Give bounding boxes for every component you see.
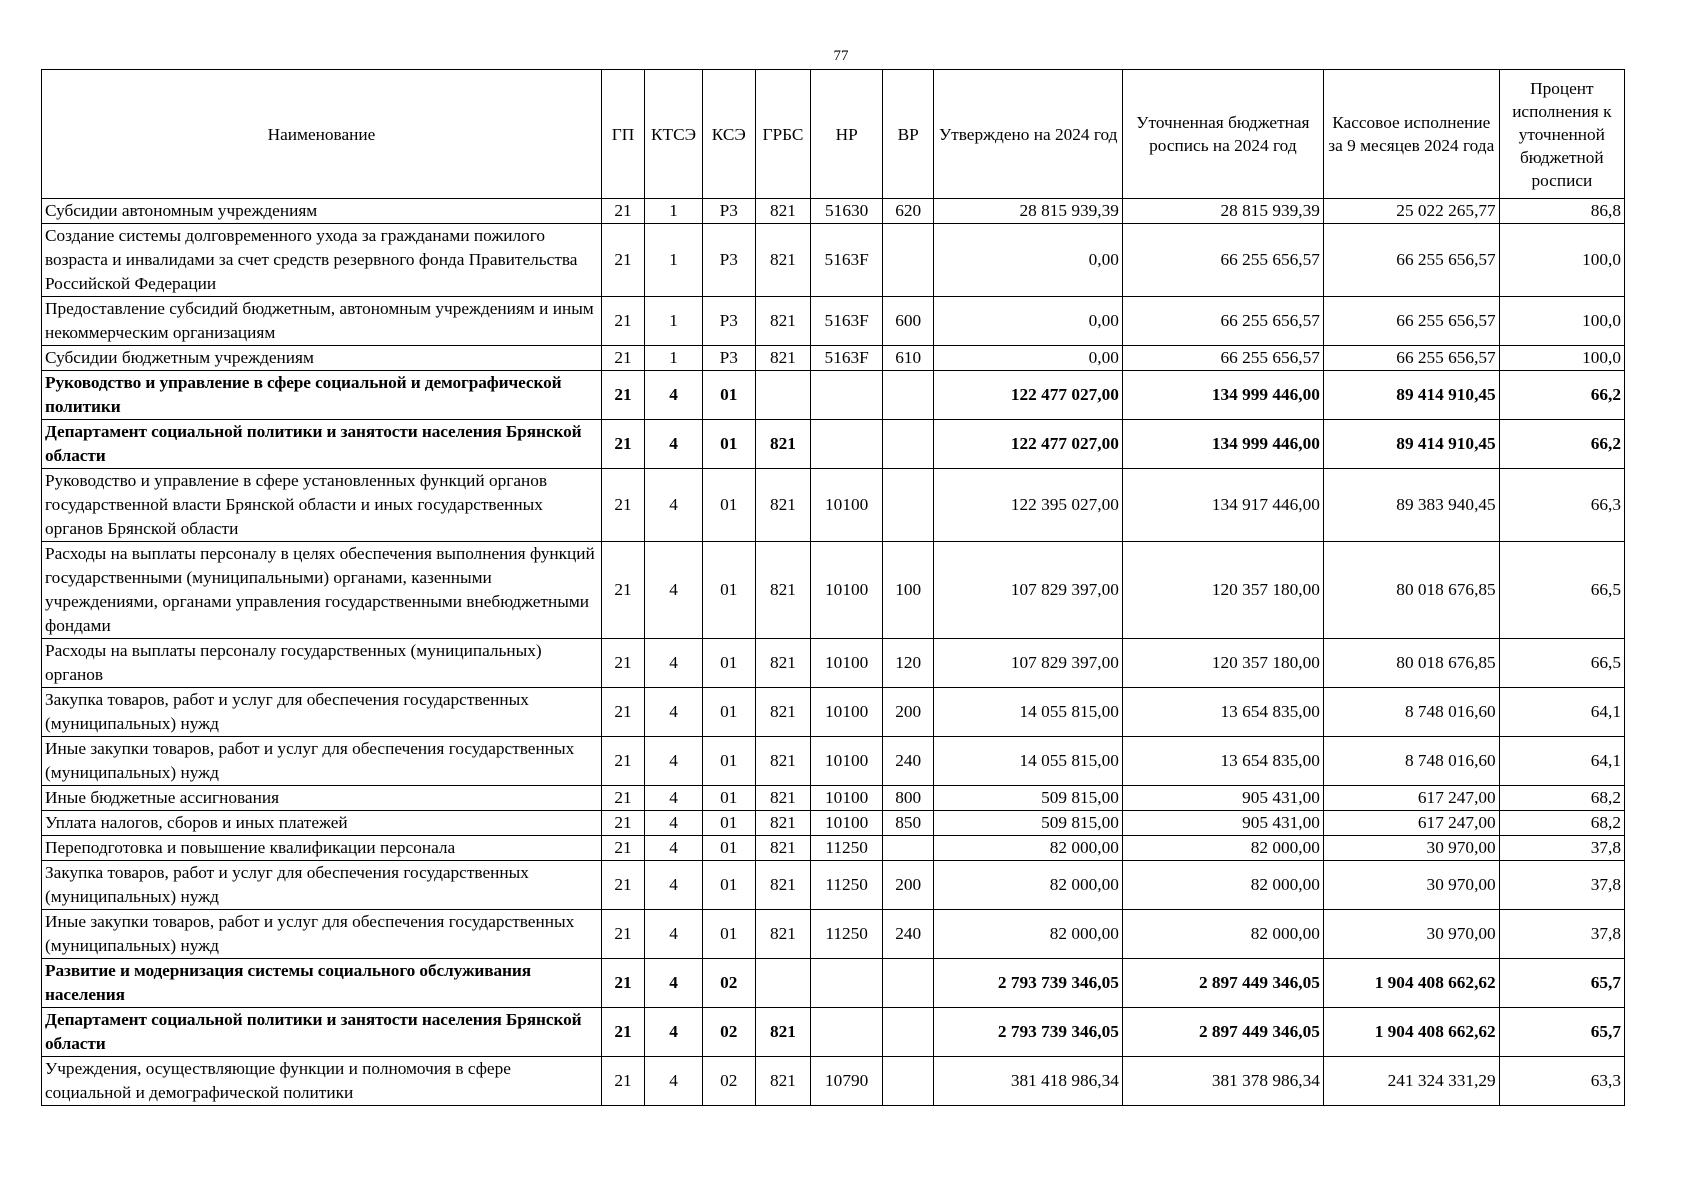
cell-gp: 21 (601, 786, 644, 811)
table-row (42, 371, 1625, 420)
cell-gp: 21 (601, 199, 644, 224)
cell-grbs: 821 (755, 737, 811, 786)
cell-gp: 21 (601, 1008, 644, 1057)
cell-nr: 10100 (811, 811, 883, 836)
cell-kse: Р3 (702, 224, 755, 297)
cell-refined: 82 000,00 (1122, 910, 1323, 959)
cell-name: Департамент социальной политики и занятости населения Брянской области (42, 420, 602, 469)
cell-vr: 600 (882, 297, 934, 346)
cell-kse: 02 (702, 1057, 755, 1106)
cell-approved: 381 418 986,34 (934, 1057, 1122, 1106)
cell-approved: 2 793 739 346,05 (934, 1008, 1122, 1057)
cell-approved: 82 000,00 (934, 836, 1122, 861)
cell-nr: 11250 (811, 861, 883, 910)
cell-cash: 30 970,00 (1323, 910, 1499, 959)
header-nr: НР (811, 70, 883, 199)
cell-vr (882, 420, 934, 469)
cell-ktse: 4 (645, 861, 703, 910)
cell-grbs: 821 (755, 836, 811, 861)
table-row (42, 224, 1625, 297)
cell-percent: 100,0 (1499, 297, 1624, 346)
cell-name: Учреждения, осуществляющие функции и полномочия в сфере социальной и демографической политики (42, 1057, 602, 1106)
cell-refined: 134 917 446,00 (1122, 469, 1323, 542)
cell-ktse: 4 (645, 1008, 703, 1057)
cell-percent: 64,1 (1499, 688, 1624, 737)
cell-cash: 89 414 910,45 (1323, 420, 1499, 469)
cell-percent: 63,3 (1499, 1057, 1624, 1106)
cell-grbs: 821 (755, 346, 811, 371)
header-refined: Уточненная бюджетная роспись на 2024 год (1122, 70, 1323, 199)
table-row (42, 737, 1625, 786)
cell-gp: 21 (601, 469, 644, 542)
cell-vr: 620 (882, 199, 934, 224)
cell-nr: 51630 (811, 199, 883, 224)
cell-grbs: 821 (755, 199, 811, 224)
cell-refined: 2 897 449 346,05 (1122, 1008, 1323, 1057)
cell-percent: 68,2 (1499, 811, 1624, 836)
table-row (42, 542, 1625, 639)
cell-cash: 617 247,00 (1323, 811, 1499, 836)
cell-vr: 200 (882, 861, 934, 910)
cell-refined: 82 000,00 (1122, 861, 1323, 910)
cell-percent: 64,1 (1499, 737, 1624, 786)
cell-approved: 122 477 027,00 (934, 420, 1122, 469)
cell-ktse: 4 (645, 811, 703, 836)
cell-name: Уплата налогов, сборов и иных платежей (42, 811, 602, 836)
table-row (42, 469, 1625, 542)
cell-name: Закупка товаров, работ и услуг для обеспечения государственных (муниципальных) нужд (42, 861, 602, 910)
cell-vr (882, 224, 934, 297)
cell-name: Руководство и управление в сфере установленных функций органов государственной власти Брянской области и иных государственных органов Брянской области (42, 469, 602, 542)
cell-nr (811, 420, 883, 469)
cell-percent: 66,2 (1499, 420, 1624, 469)
cell-refined: 134 999 446,00 (1122, 420, 1323, 469)
cell-refined: 66 255 656,57 (1122, 297, 1323, 346)
cell-approved: 509 815,00 (934, 811, 1122, 836)
cell-name: Расходы на выплаты персоналу государственных (муниципальных) органов (42, 639, 602, 688)
cell-refined: 381 378 986,34 (1122, 1057, 1323, 1106)
cell-kse: 01 (702, 469, 755, 542)
cell-nr (811, 1008, 883, 1057)
cell-refined: 66 255 656,57 (1122, 224, 1323, 297)
cell-cash: 66 255 656,57 (1323, 297, 1499, 346)
cell-vr (882, 371, 934, 420)
cell-vr: 850 (882, 811, 934, 836)
cell-refined: 905 431,00 (1122, 786, 1323, 811)
header-gp: ГП (601, 70, 644, 199)
header-kse: КСЭ (702, 70, 755, 199)
cell-grbs: 821 (755, 910, 811, 959)
cell-percent: 37,8 (1499, 910, 1624, 959)
cell-kse: Р3 (702, 199, 755, 224)
cell-name: Переподготовка и повышение квалификации персонала (42, 836, 602, 861)
cell-refined: 82 000,00 (1122, 836, 1323, 861)
cell-vr: 200 (882, 688, 934, 737)
table-row (42, 836, 1625, 861)
cell-approved: 122 477 027,00 (934, 371, 1122, 420)
header-cash: Кассовое исполнение за 9 месяцев 2024 года (1323, 70, 1499, 199)
cell-cash: 66 255 656,57 (1323, 224, 1499, 297)
cell-gp: 21 (601, 910, 644, 959)
table-header-row (42, 70, 1625, 199)
cell-percent: 37,8 (1499, 861, 1624, 910)
cell-ktse: 1 (645, 224, 703, 297)
table-row (42, 811, 1625, 836)
cell-ktse: 1 (645, 297, 703, 346)
cell-cash: 66 255 656,57 (1323, 346, 1499, 371)
cell-gp: 21 (601, 420, 644, 469)
cell-kse: 01 (702, 836, 755, 861)
cell-cash: 1 904 408 662,62 (1323, 959, 1499, 1008)
cell-vr: 240 (882, 737, 934, 786)
cell-gp: 21 (601, 297, 644, 346)
cell-grbs (755, 959, 811, 1008)
table-row (42, 420, 1625, 469)
cell-cash: 1 904 408 662,62 (1323, 1008, 1499, 1057)
table-row (42, 959, 1625, 1008)
cell-vr: 120 (882, 639, 934, 688)
cell-grbs (755, 371, 811, 420)
table-row (42, 910, 1625, 959)
cell-gp: 21 (601, 836, 644, 861)
cell-refined: 2 897 449 346,05 (1122, 959, 1323, 1008)
cell-approved: 0,00 (934, 346, 1122, 371)
cell-name: Предоставление субсидий бюджетным, автономным учреждениям и иным некоммерческим организациям (42, 297, 602, 346)
cell-kse: 01 (702, 639, 755, 688)
cell-cash: 30 970,00 (1323, 836, 1499, 861)
cell-cash: 80 018 676,85 (1323, 542, 1499, 639)
cell-percent: 65,7 (1499, 1008, 1624, 1057)
cell-name: Иные бюджетные ассигнования (42, 786, 602, 811)
cell-name: Иные закупки товаров, работ и услуг для обеспечения государственных (муниципальных) нужд (42, 910, 602, 959)
header-grbs: ГРБС (755, 70, 811, 199)
cell-kse: Р3 (702, 346, 755, 371)
cell-name: Закупка товаров, работ и услуг для обеспечения государственных (муниципальных) нужд (42, 688, 602, 737)
cell-approved: 14 055 815,00 (934, 688, 1122, 737)
cell-grbs: 821 (755, 861, 811, 910)
cell-vr: 800 (882, 786, 934, 811)
cell-kse: 01 (702, 811, 755, 836)
cell-approved: 82 000,00 (934, 910, 1122, 959)
cell-vr (882, 959, 934, 1008)
cell-percent: 66,2 (1499, 371, 1624, 420)
cell-gp: 21 (601, 224, 644, 297)
cell-percent: 65,7 (1499, 959, 1624, 1008)
cell-grbs: 821 (755, 224, 811, 297)
cell-kse: 01 (702, 542, 755, 639)
table-row (42, 1008, 1625, 1057)
cell-gp: 21 (601, 542, 644, 639)
cell-nr (811, 371, 883, 420)
cell-grbs: 821 (755, 420, 811, 469)
cell-ktse: 1 (645, 346, 703, 371)
cell-vr: 240 (882, 910, 934, 959)
header-approved: Утверждено на 2024 год (934, 70, 1122, 199)
cell-refined: 66 255 656,57 (1122, 346, 1323, 371)
cell-nr: 10100 (811, 737, 883, 786)
cell-ktse: 4 (645, 910, 703, 959)
cell-refined: 120 357 180,00 (1122, 639, 1323, 688)
cell-grbs: 821 (755, 1008, 811, 1057)
cell-refined: 28 815 939,39 (1122, 199, 1323, 224)
cell-cash: 30 970,00 (1323, 861, 1499, 910)
cell-approved: 14 055 815,00 (934, 737, 1122, 786)
cell-gp: 21 (601, 688, 644, 737)
cell-nr: 5163F (811, 346, 883, 371)
cell-refined: 13 654 835,00 (1122, 688, 1323, 737)
cell-cash: 89 414 910,45 (1323, 371, 1499, 420)
cell-approved: 0,00 (934, 224, 1122, 297)
cell-cash: 617 247,00 (1323, 786, 1499, 811)
page-number: 77 (833, 48, 849, 64)
cell-nr: 10100 (811, 639, 883, 688)
cell-name: Субсидии автономным учреждениям (42, 199, 602, 224)
cell-ktse: 4 (645, 737, 703, 786)
table-row (42, 346, 1625, 371)
cell-ktse: 4 (645, 959, 703, 1008)
cell-grbs: 821 (755, 469, 811, 542)
cell-percent: 37,8 (1499, 836, 1624, 861)
table-row (42, 199, 1625, 224)
table-row (42, 297, 1625, 346)
cell-kse: 01 (702, 688, 755, 737)
header-ktse: КТСЭ (645, 70, 703, 199)
cell-kse: 01 (702, 737, 755, 786)
cell-nr: 5163F (811, 297, 883, 346)
header-percent: Процент исполнения к уточненной бюджетной росписи (1499, 70, 1624, 199)
cell-cash: 8 748 016,60 (1323, 737, 1499, 786)
cell-vr (882, 1057, 934, 1106)
cell-grbs: 821 (755, 811, 811, 836)
cell-approved: 2 793 739 346,05 (934, 959, 1122, 1008)
cell-kse: Р3 (702, 297, 755, 346)
cell-approved: 509 815,00 (934, 786, 1122, 811)
cell-kse: 02 (702, 1008, 755, 1057)
cell-nr: 10100 (811, 542, 883, 639)
cell-percent: 66,3 (1499, 469, 1624, 542)
cell-name: Департамент социальной политики и занятости населения Брянской области (42, 1008, 602, 1057)
cell-gp: 21 (601, 639, 644, 688)
cell-cash: 241 324 331,29 (1323, 1057, 1499, 1106)
budget-table (41, 69, 1625, 1106)
cell-name: Субсидии бюджетным учреждениям (42, 346, 602, 371)
cell-gp: 21 (601, 371, 644, 420)
cell-cash: 25 022 265,77 (1323, 199, 1499, 224)
cell-name: Руководство и управление в сфере социальной и демографической политики (42, 371, 602, 420)
cell-grbs: 821 (755, 688, 811, 737)
cell-approved: 0,00 (934, 297, 1122, 346)
cell-name: Развитие и модернизация системы социального обслуживания населения (42, 959, 602, 1008)
header-vr: ВР (882, 70, 934, 199)
cell-approved: 82 000,00 (934, 861, 1122, 910)
cell-refined: 905 431,00 (1122, 811, 1323, 836)
cell-ktse: 4 (645, 371, 703, 420)
cell-ktse: 4 (645, 1057, 703, 1106)
table-row (42, 688, 1625, 737)
cell-ktse: 4 (645, 639, 703, 688)
cell-percent: 66,5 (1499, 542, 1624, 639)
cell-ktse: 4 (645, 836, 703, 861)
cell-cash: 80 018 676,85 (1323, 639, 1499, 688)
cell-ktse: 1 (645, 199, 703, 224)
cell-gp: 21 (601, 737, 644, 786)
cell-vr: 610 (882, 346, 934, 371)
cell-nr (811, 959, 883, 1008)
cell-nr: 11250 (811, 836, 883, 861)
cell-ktse: 4 (645, 688, 703, 737)
cell-ktse: 4 (645, 469, 703, 542)
cell-grbs: 821 (755, 542, 811, 639)
cell-cash: 89 383 940,45 (1323, 469, 1499, 542)
cell-grbs: 821 (755, 297, 811, 346)
cell-vr: 100 (882, 542, 934, 639)
cell-approved: 28 815 939,39 (934, 199, 1122, 224)
cell-kse: 01 (702, 420, 755, 469)
cell-percent: 86,8 (1499, 199, 1624, 224)
cell-ktse: 4 (645, 786, 703, 811)
cell-ktse: 4 (645, 542, 703, 639)
cell-percent: 100,0 (1499, 224, 1624, 297)
cell-approved: 107 829 397,00 (934, 542, 1122, 639)
cell-nr: 5163F (811, 224, 883, 297)
cell-name: Иные закупки товаров, работ и услуг для обеспечения государственных (муниципальных) нужд (42, 737, 602, 786)
cell-approved: 107 829 397,00 (934, 639, 1122, 688)
cell-kse: 01 (702, 371, 755, 420)
cell-grbs: 821 (755, 1057, 811, 1106)
cell-kse: 01 (702, 910, 755, 959)
cell-percent: 68,2 (1499, 786, 1624, 811)
table-row (42, 1057, 1625, 1106)
table-row (42, 861, 1625, 910)
cell-nr: 10100 (811, 688, 883, 737)
table-row (42, 786, 1625, 811)
cell-vr (882, 1008, 934, 1057)
cell-refined: 120 357 180,00 (1122, 542, 1323, 639)
cell-nr: 10100 (811, 786, 883, 811)
table-row (42, 639, 1625, 688)
cell-name: Создание системы долговременного ухода за гражданами пожилого возраста и инвалидами за счет средств резервного фонда Правительства Российской Федерации (42, 224, 602, 297)
header-name: Наименование (42, 70, 602, 199)
cell-name: Расходы на выплаты персоналу в целях обеспечения выполнения функций государственными (муниципальными) органами, казенными учреждениями, органами управления государственными внебюджетными фондами (42, 542, 602, 639)
cell-percent: 66,5 (1499, 639, 1624, 688)
cell-gp: 21 (601, 959, 644, 1008)
cell-vr (882, 469, 934, 542)
cell-nr: 11250 (811, 910, 883, 959)
cell-grbs: 821 (755, 639, 811, 688)
cell-refined: 13 654 835,00 (1122, 737, 1323, 786)
cell-ktse: 4 (645, 420, 703, 469)
cell-kse: 01 (702, 861, 755, 910)
cell-gp: 21 (601, 861, 644, 910)
cell-gp: 21 (601, 1057, 644, 1106)
cell-grbs: 821 (755, 786, 811, 811)
cell-approved: 122 395 027,00 (934, 469, 1122, 542)
table-body (42, 199, 1625, 1106)
cell-gp: 21 (601, 811, 644, 836)
cell-nr: 10100 (811, 469, 883, 542)
cell-kse: 01 (702, 786, 755, 811)
cell-refined: 134 999 446,00 (1122, 371, 1323, 420)
cell-percent: 100,0 (1499, 346, 1624, 371)
cell-cash: 8 748 016,60 (1323, 688, 1499, 737)
cell-gp: 21 (601, 346, 644, 371)
cell-vr (882, 836, 934, 861)
cell-kse: 02 (702, 959, 755, 1008)
cell-nr: 10790 (811, 1057, 883, 1106)
